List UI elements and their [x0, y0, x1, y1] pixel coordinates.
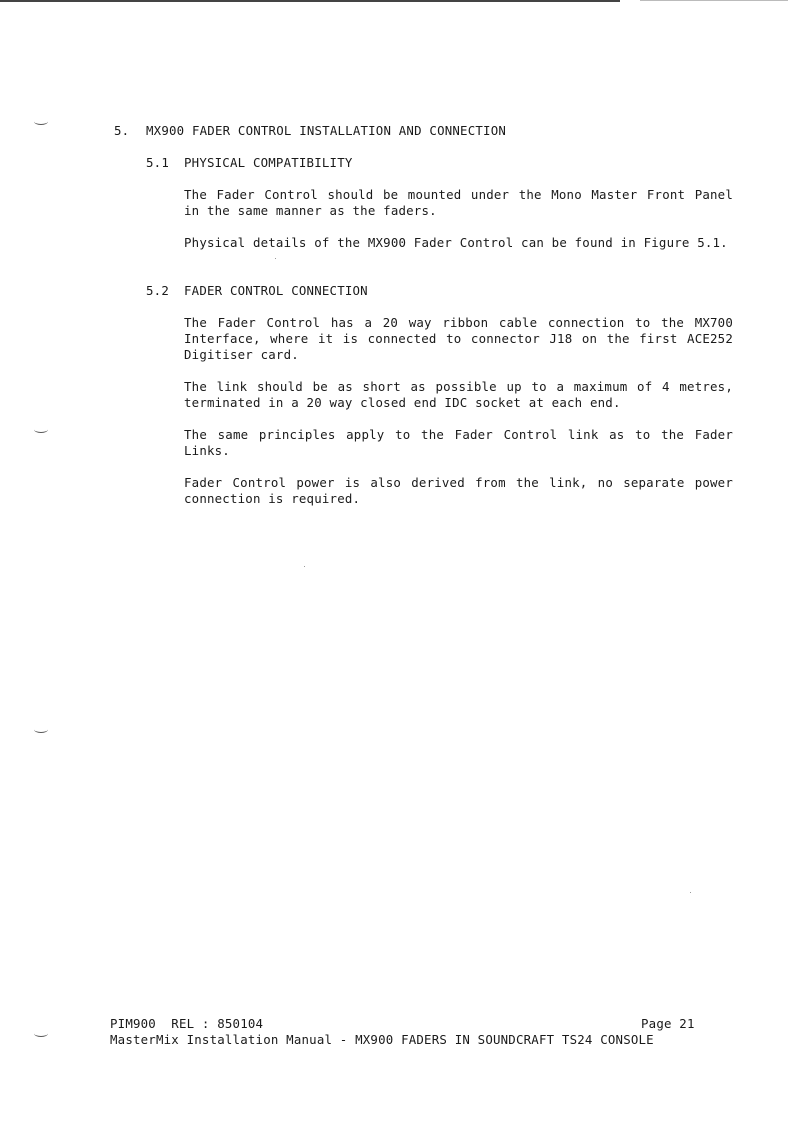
- binder-hole-mark: [34, 426, 48, 433]
- section-title: MX900 FADER CONTROL INSTALLATION AND CONNECTION: [146, 123, 507, 138]
- binder-hole-mark: [34, 726, 48, 733]
- section-number: 5.: [114, 123, 130, 138]
- binder-hole-mark: [34, 1030, 48, 1037]
- paragraph: The same principles apply to the Fader Control link as to the Fader Links.: [184, 427, 733, 458]
- paragraph: Fader Control power is also derived from the link, no separate power connection is required.: [184, 475, 733, 506]
- footer-page-number: Page 21: [641, 1016, 695, 1031]
- subsection-title: PHYSICAL COMPATIBILITY: [184, 155, 353, 170]
- scan-speck: [690, 892, 691, 893]
- footer-doc-ref: PIM900 REL : 850104: [110, 1016, 264, 1031]
- binder-hole-mark: [34, 118, 48, 125]
- subsection-number: 5.1: [146, 155, 169, 170]
- subsection-title: FADER CONTROL CONNECTION: [184, 283, 368, 298]
- top-edge-rule-faint: [640, 0, 788, 1]
- paragraph: The Fader Control has a 20 way ribbon cable connection to the MX700 Interface, where it is connected to connector J18 on the first ACE252 Digitiser card.: [184, 315, 733, 362]
- paragraph: The link should be as short as possible up to a maximum of 4 metres, terminated in a 20 way closed end IDC socket at each end.: [184, 379, 733, 410]
- paragraph: The Fader Control should be mounted under the Mono Master Front Panel in the same manner as the faders.: [184, 187, 733, 218]
- top-edge-rule: [0, 0, 620, 2]
- paragraph: Physical details of the MX900 Fader Control can be found in Figure 5.1.: [184, 235, 728, 250]
- scan-speck: [304, 566, 305, 567]
- scan-speck: [275, 258, 276, 259]
- subsection-number: 5.2: [146, 283, 169, 298]
- footer-manual-title: MasterMix Installation Manual - MX900 FADERS IN SOUNDCRAFT TS24 CONSOLE: [110, 1032, 654, 1047]
